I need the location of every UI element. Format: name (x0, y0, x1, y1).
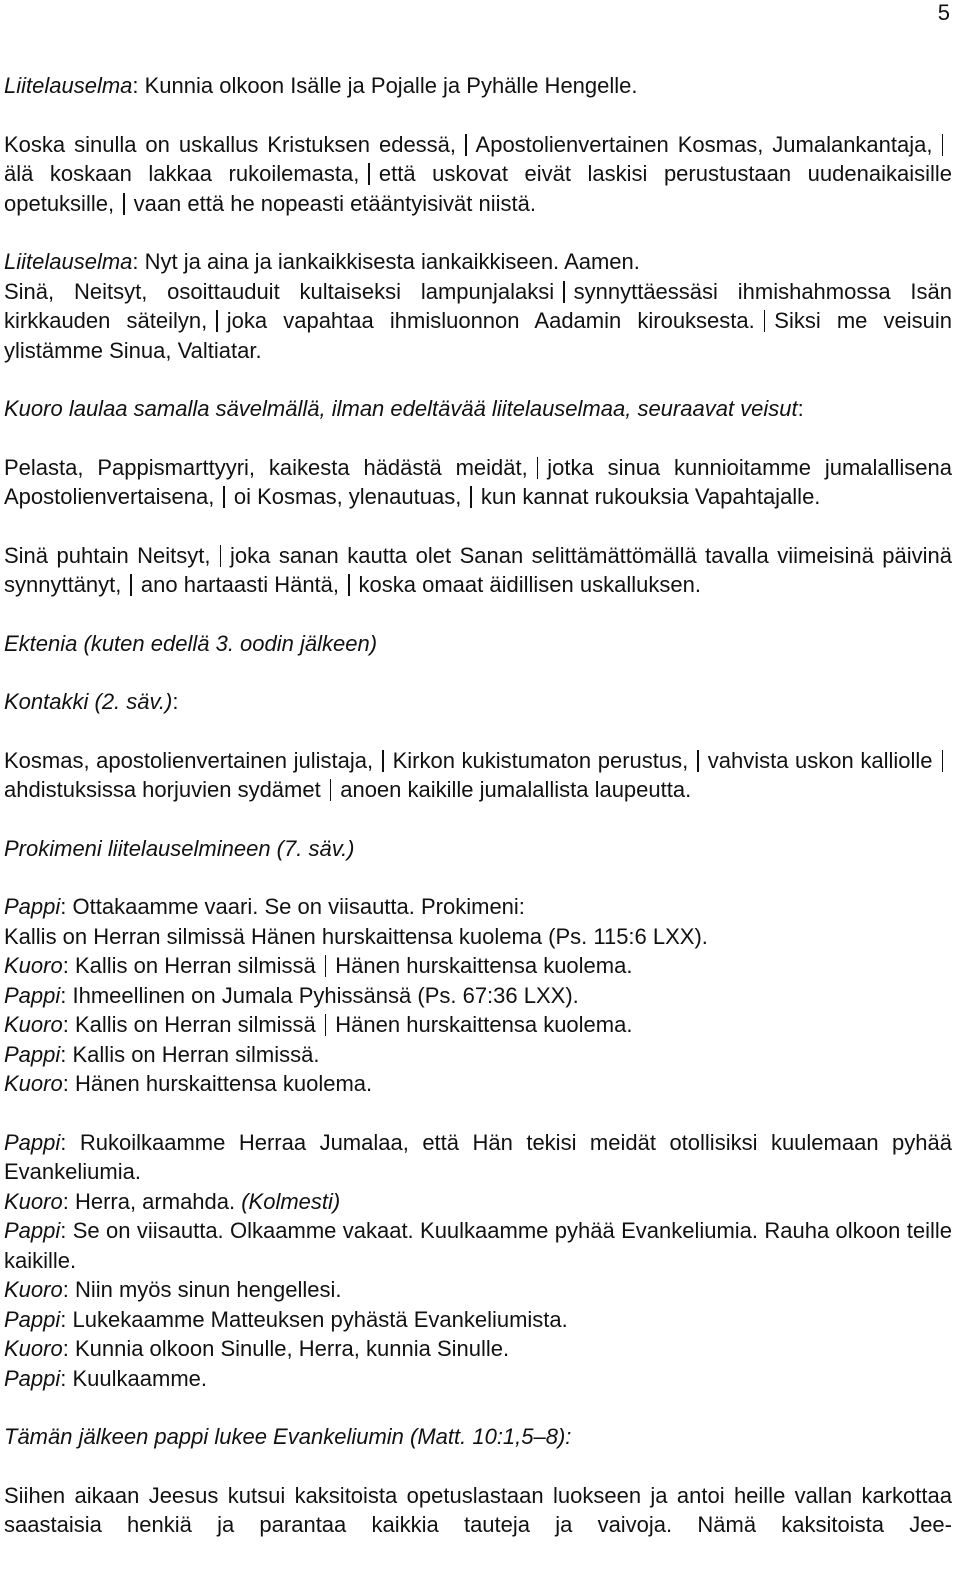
rubric (4, 687, 952, 717)
verse-divider (465, 134, 467, 156)
rubric (4, 629, 952, 659)
refrain-label: Liitelauselma (4, 249, 133, 274)
dialog-text: : Kallis on Herran silmissä. (60, 1041, 320, 1067)
speaker-label: Pappi (4, 1306, 61, 1332)
page-number: 5 (937, 0, 950, 25)
refrain-text: : Nyt ja aina ja iankaikkisesta iankaikkiseen. Aamen. (132, 249, 640, 274)
dialog-text: : Niin myös sinun hengellesi. (62, 1277, 342, 1302)
dialog-line (4, 1128, 952, 1187)
dialog-tail: (Kolmesti) (241, 1188, 341, 1214)
verse-divider (697, 750, 699, 772)
refrain-line (4, 71, 952, 101)
dialog-line (4, 1040, 952, 1070)
verse-divider (123, 193, 125, 215)
dialog-line (4, 1216, 952, 1275)
rubric (4, 834, 952, 864)
speaker-label: Pappi (4, 1218, 61, 1243)
dialog-text: : Ihmeellinen on Jumala Pyhissänsä (Ps. 67:36 LXX). (60, 982, 579, 1008)
rubric-italic: Kontakki (2. säv.) (4, 689, 173, 714)
speaker-label: Pappi (4, 894, 61, 919)
dialog-text: : Se on viisautta. Olkaamme vakaat. Kuulkaamme pyhää Evankeliumia. Rauha olkoon teille kaikille. (4, 1218, 952, 1273)
dialog-line (4, 922, 952, 952)
speaker-label: Kuoro (4, 953, 63, 978)
speaker-label: Pappi (4, 982, 61, 1008)
refrain-line (4, 247, 952, 277)
hymn-paragraph: Pelasta, Pappismarttyyri, kaikesta hädästä meidät, jotka sinua kunnioitamme jumalallisena Apostolienvertaisena, oi Kosmas, ylenautuas, kun kannat rukouksia Vapahtajalle. (4, 454, 952, 509)
verse-divider (348, 574, 350, 596)
rubric-suffix: : (797, 396, 804, 421)
refrain-text: : Kunnia olkoon Isälle ja Pojalle ja Pyhälle Hengelle. (132, 73, 638, 98)
verse-divider (470, 486, 472, 508)
rubric (4, 1422, 952, 1452)
gospel-text: Siihen aikaan Jeesus kutsui kaksitoista opetuslastaan luokseen ja antoi heille vallan karkottaa saastaisia henkiä ja parantaa kaikkia tauteja ja vaivoja. Nämä kaksitoista Jee- (4, 1482, 952, 1537)
speaker-label: Pappi (4, 1365, 61, 1391)
prokeimenon-dialog (4, 892, 952, 1099)
dialog-line (4, 981, 952, 1011)
rubric-italic: Kuoro laulaa samalla sävelmällä, ilman edeltävää liitelauselmaa, seuraavat veisut (4, 396, 798, 421)
speaker-label: Kuoro (4, 1071, 63, 1096)
speaker-label: Kuoro (4, 1188, 63, 1214)
verse-divider (382, 750, 384, 772)
verse-divider (942, 134, 944, 156)
speaker-label: Pappi (4, 1041, 61, 1067)
speaker-label: Kuoro (4, 1277, 63, 1302)
verse-divider (330, 779, 332, 801)
kontakion-paragraph: Kosmas, apostolienvertainen julistaja, Kirkon kukistumaton perustus, vahvista uskon kalliolleahdistuksissa horjuvien sydämet anoen kaikille jumalallista laupeutta. (4, 746, 952, 805)
verse-divider (764, 310, 766, 332)
dialog-line (4, 1187, 952, 1217)
dialog-line (4, 1010, 952, 1040)
verse-divider (220, 545, 222, 567)
rubric (4, 394, 952, 424)
theotokion-paragraph: Sinä, Neitsyt, osoittauduit kultaiseksi lampunjalaksi synnyttäessäsi ihmishahmossa Isän kirkkauden säteilyn, joka vapahtaa ihmisluonnon Aadamin kirouksesta. Siksi me veisuin ylistämme Sinua, Valtiatar. (4, 278, 953, 363)
dialog-line (4, 1334, 952, 1364)
dialog-text: : Kuulkaamme. (60, 1365, 208, 1391)
speaker-label: Kuoro (4, 1336, 63, 1361)
gospel-intro: Tämän jälkeen pappi lukee Evankeliumin (Matt. 10:1,5–8): (4, 1424, 572, 1449)
dialog-line (4, 1305, 952, 1335)
rubric-suffix: : (172, 689, 179, 714)
refrain-label: Liitelauselma (4, 73, 133, 98)
dialog-text: : Kallis on Herran silmissä Hänen hurskaittensa kuolema. (62, 953, 633, 978)
speaker-label: Pappi (4, 1129, 61, 1155)
verse-divider (325, 955, 327, 977)
dialog-line (4, 1364, 952, 1394)
document-body (4, 71, 952, 1540)
dialog-text: : Kallis on Herran silmissä Hänen hurskaittensa kuolema. (62, 1012, 633, 1037)
dialog-line (4, 1275, 952, 1305)
dialog-text: : Ottakaamme vaari. Se on viisautta. Prokimeni: (60, 894, 525, 919)
dialog-text: : Kunnia olkoon Sinulle, Herra, kunnia Sinulle. (62, 1336, 510, 1361)
verse-divider (216, 310, 218, 332)
verse-divider (368, 163, 370, 185)
verse-divider (942, 750, 944, 772)
speaker-label: Kuoro (4, 1012, 63, 1037)
dialog-text: : Lukekaamme Matteuksen pyhästä Evankeliumista. (60, 1306, 568, 1332)
rubric-italic: Ektenia (kuten edellä 3. oodin jälkeen) (4, 630, 378, 656)
hymn-paragraph: Koska sinulla on uskallus Kristuksen edessä, Apostolienvertainen Kosmas, Jumalankantaja,älä koskaan lakkaa rukoilemasta, että uskovat eivät laskisi perustustaan uudenaikaisille opetuksille, vaan että he nopeasti etääntyisivät niistä. (4, 131, 953, 216)
verse-divider (130, 574, 132, 596)
dialog-line (4, 1069, 952, 1099)
verse-divider (325, 1014, 327, 1036)
dialog-line (4, 951, 952, 981)
dialog-text: : Rukoilkaamme Herraa Jumalaa, että Hän tekisi meidät otollisiksi kuulemaan pyhää Evankeliumia. (4, 1129, 952, 1184)
dialog-text: : Hänen hurskaittensa kuolema. (62, 1071, 373, 1096)
verse-divider (223, 486, 225, 508)
dialog-text: : Herra, armahda. (62, 1188, 242, 1214)
verse-divider (537, 457, 539, 479)
dialog-line (4, 892, 952, 922)
dialog-text: Kallis on Herran silmissä Hänen hurskaittensa kuolema (Ps. 115:6 LXX). (4, 923, 708, 949)
gospel-dialog (4, 1128, 952, 1394)
verse-divider (563, 281, 565, 303)
rubric-italic: Prokimeni liitelauselmineen (7. säv.) (4, 835, 355, 861)
hymn-paragraph: Sinä puhtain Neitsyt, joka sanan kautta olet Sanan selittämättömällä tavalla viimeisinä päivinä synnyttänyt, ano hartaasti Häntä, koska omaat äidillisen uskalluksen. (4, 542, 952, 597)
